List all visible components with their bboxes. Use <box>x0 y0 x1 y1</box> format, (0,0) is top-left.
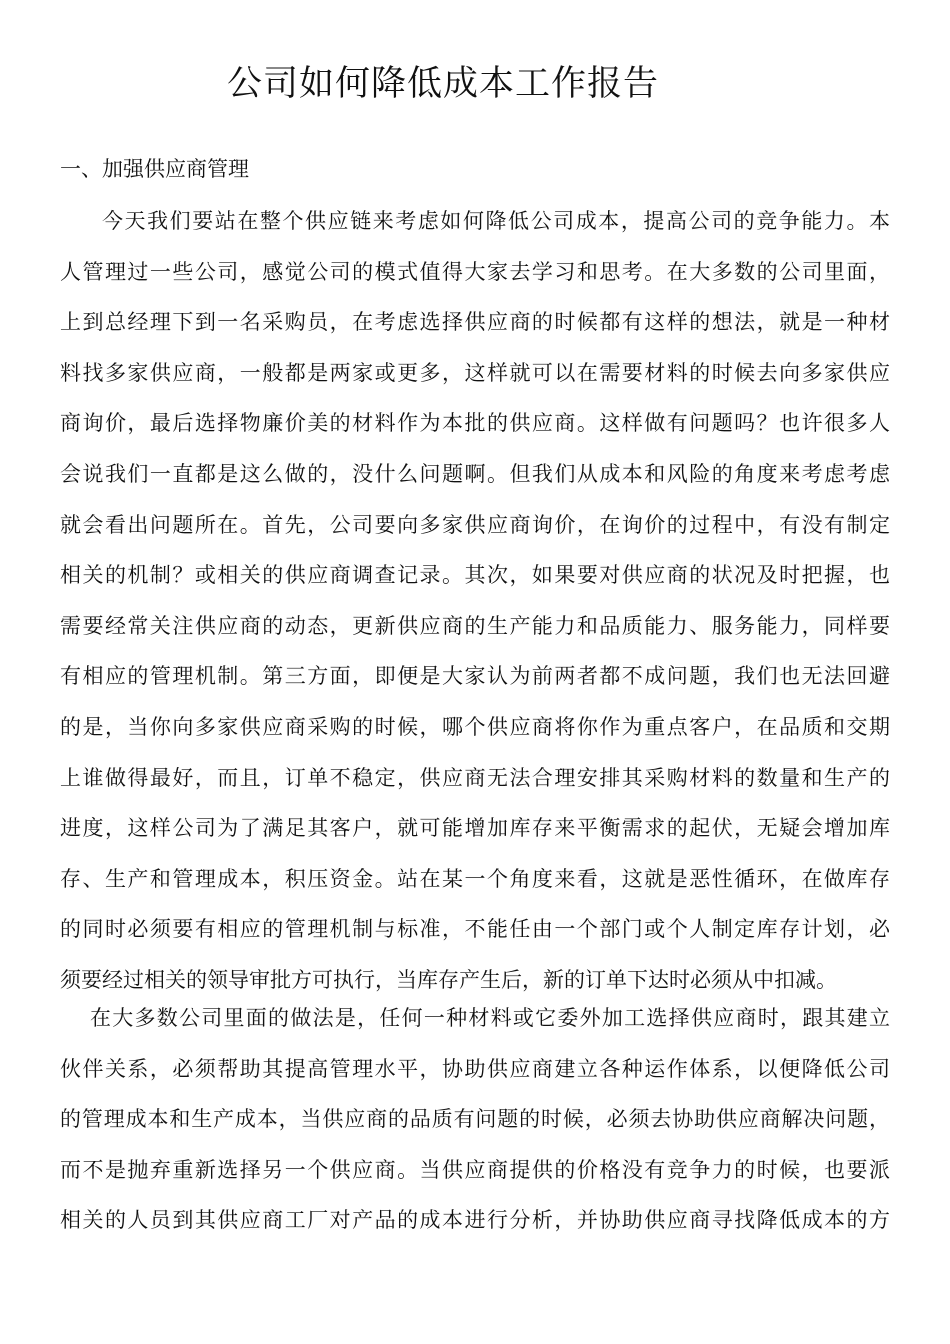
paragraph-line: 存、生产和管理成本，积压资金。站在某一个角度来看，这就是恶性循环，在做库存 <box>60 866 890 891</box>
paragraph-line: 相关的人员到其供应商工厂对产品的成本进行分析，并协助供应商寻找降低成本的方 <box>60 1208 890 1233</box>
section-heading: 一、加强供应商管理 <box>60 157 249 181</box>
document-title: 公司如何降低成本工作报告 <box>226 64 659 104</box>
paragraph-line: 有相应的管理机制。第三方面，即便是大家认为前两者都不成问题，我们也无法回避 <box>60 664 890 689</box>
paragraph-line: 人管理过一些公司，感觉公司的模式值得大家去学习和思考。在大多数的公司里面， <box>60 259 890 284</box>
paragraph-line: 上谁做得最好，而且，订单不稳定，供应商无法合理安排其采购材料的数量和生产的 <box>60 765 890 790</box>
paragraph-line: 的同时必须要有相应的管理机制与标准，不能任由一个部门或个人制定库存计划，必 <box>60 917 890 942</box>
paragraph-line: 就会看出问题所在。首先，公司要向多家供应商询价，在询价的过程中，有没有制定 <box>60 512 890 537</box>
paragraph-line: 上到总经理下到一名采购员，在考虑选择供应商的时候都有这样的想法，就是一种材 <box>60 310 890 335</box>
paragraph-line: 需要经常关注供应商的动态，更新供应商的生产能力和品质能力、服务能力，同样要 <box>60 613 890 638</box>
paragraph-line: 须要经过相关的领导审批方可执行，当库存产生后，新的订单下达时必须从中扣减。 <box>60 967 837 992</box>
paragraph-line: 伙伴关系，必须帮助其提高管理水平，协助供应商建立各种运作体系，以便降低公司 <box>60 1056 890 1081</box>
paragraph-line: 商询价，最后选择物廉价美的材料作为本批的供应商。这样做有问题吗？也许很多人 <box>60 411 890 436</box>
paragraph-1 <box>60 196 890 1006</box>
paragraph-line: 进度，这样公司为了满足其客户，就可能增加库存来平衡需求的起伏，无疑会增加库 <box>60 816 890 841</box>
paragraph-line: 今天我们要站在整个供应链来考虑如何降低公司成本，提高公司的竞争能力。本 <box>102 209 890 233</box>
paragraph-line: 而不是抛弃重新选择另一个供应商。当供应商提供的价格没有竞争力的时候，也要派 <box>60 1157 890 1182</box>
paragraph-line: 在大多数公司里面的做法是，任何一种材料或它委外加工选择供应商时，跟其建立 <box>90 1006 890 1030</box>
paragraph-line: 会说我们一直都是这么做的，没什么问题啊。但我们从成本和风险的角度来考虑考虑 <box>60 461 890 486</box>
paragraph-line: 的是，当你向多家供应商采购的时候，哪个供应商将你作为重点客户，在品质和交期 <box>60 714 890 739</box>
paragraph-line: 料找多家供应商，一般都是两家或更多，这样就可以在需要材料的时候去向多家供应 <box>60 360 890 385</box>
paragraph-line: 相关的机制？或相关的供应商调查记录。其次，如果要对供应商的状况及时把握，也 <box>60 563 890 588</box>
paragraph-2 <box>60 993 890 1246</box>
paragraph-line: 的管理成本和生产成本，当供应商的品质有问题的时候，必须去协助供应商解决问题， <box>60 1107 890 1132</box>
